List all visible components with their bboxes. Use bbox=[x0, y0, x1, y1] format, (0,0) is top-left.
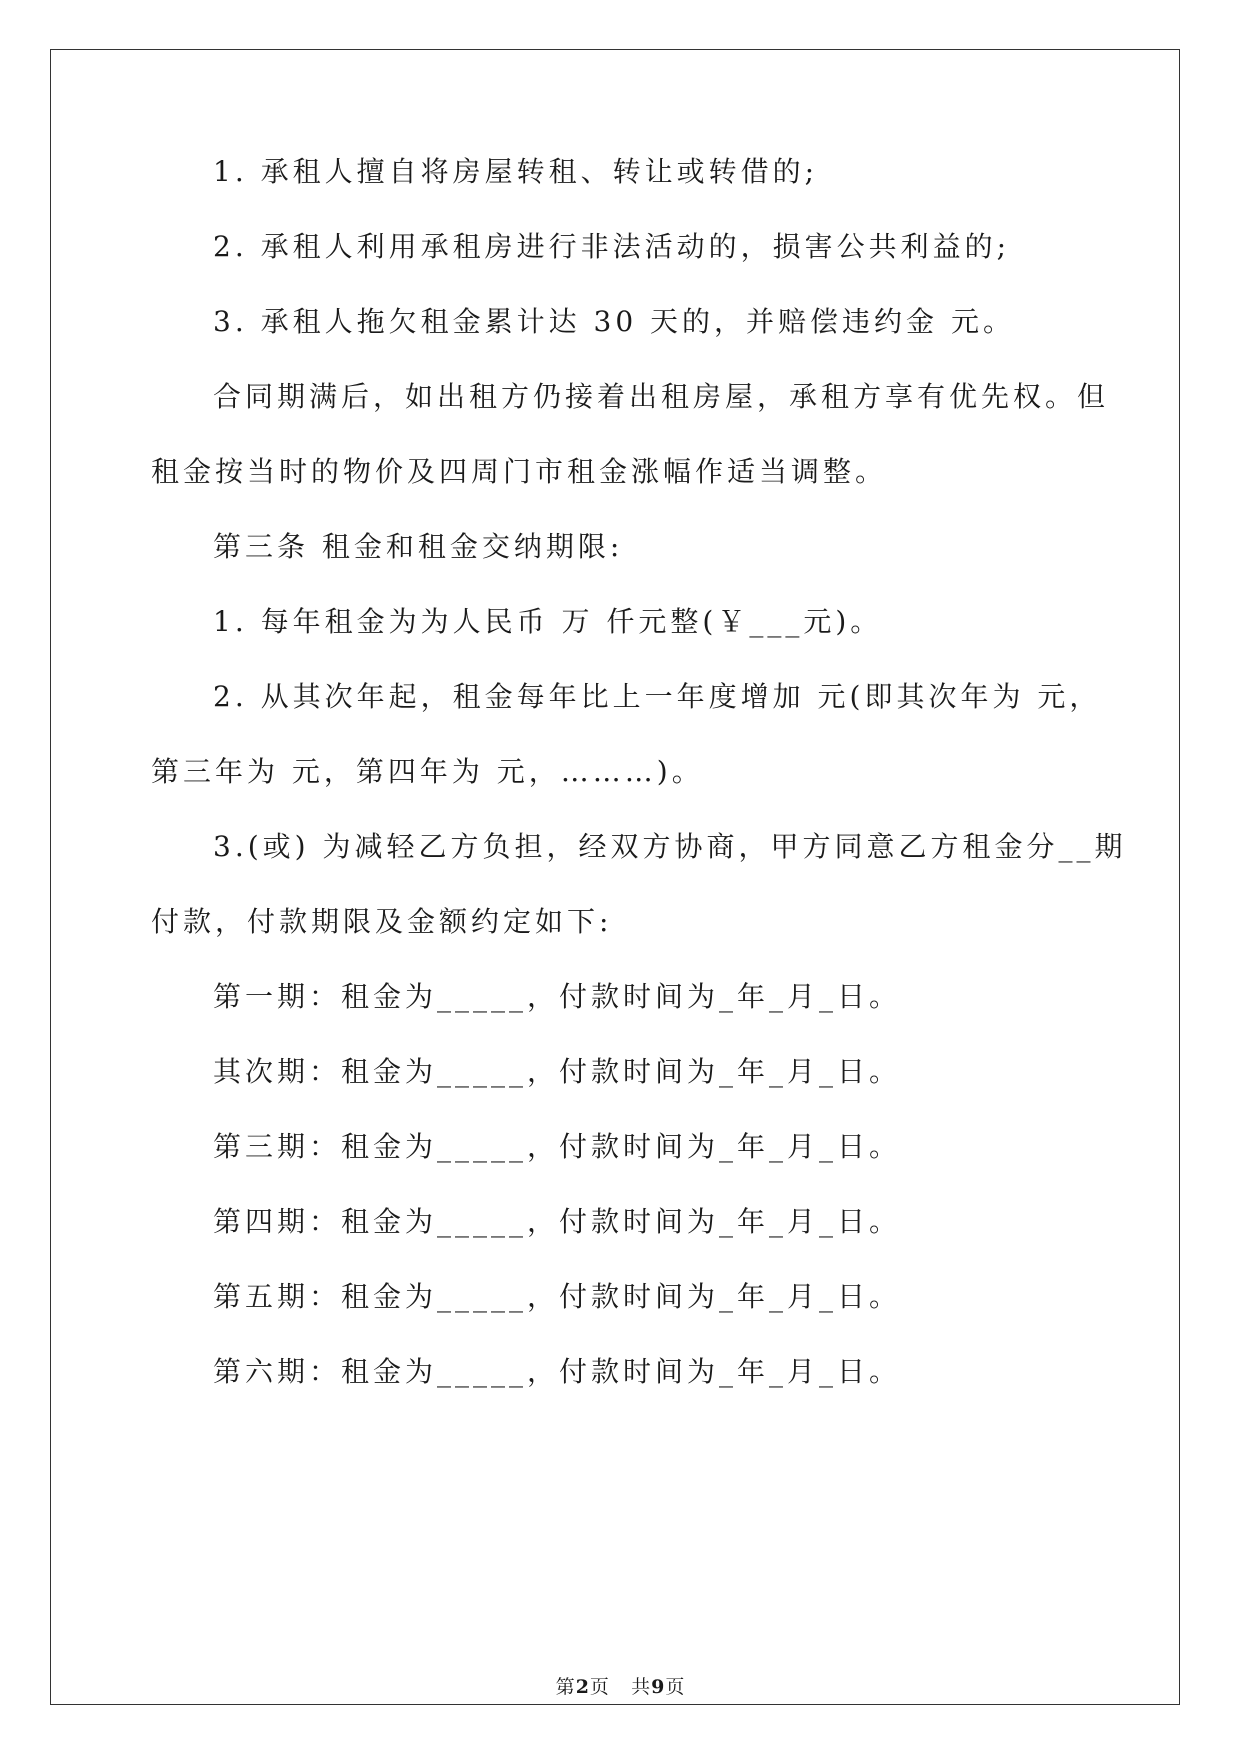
page-footer bbox=[0, 1675, 1241, 1699]
installment-3: 第三期：租金为_____，付款时间为_年_月_日。 bbox=[213, 1130, 902, 1163]
renewal-paragraph-line-2: 租金按当时的物价及四周门市租金涨幅作适当调整。 bbox=[151, 455, 888, 488]
renewal-paragraph-line-1: 合同期满后，如出租方仍接着出租房屋，承租方享有优先权。但 bbox=[213, 380, 1110, 413]
total-suffix: 页 bbox=[665, 1676, 686, 1698]
clause-item-2: 2. 承租人利用承租房进行非法活动的，损害公共利益的; bbox=[213, 230, 1011, 263]
clause-item-3: 3. 承租人拖欠租金累计达 30 天的，并赔偿违约金 元。 bbox=[213, 305, 1015, 338]
rent-item-3-line-1: 3.(或) 为减轻乙方负担，经双方协商，甲方同意乙方租金分__期 bbox=[213, 830, 1127, 863]
installment-6: 第六期：租金为_____，付款时间为_年_月_日。 bbox=[213, 1355, 902, 1388]
installment-1: 第一期：租金为_____，付款时间为_年_月_日。 bbox=[213, 980, 902, 1013]
rent-item-2-line-2: 第三年为 元，第四年为 元，………)。 bbox=[151, 755, 704, 788]
rent-item-3-line-2: 付款，付款期限及金额约定如下: bbox=[151, 905, 613, 938]
article-three-heading: 第三条 租金和租金交纳期限: bbox=[213, 530, 624, 563]
rent-item-1: 1. 每年租金为为人民币 万 仟元整(￥___元)。 bbox=[213, 605, 883, 638]
page-suffix: 页 bbox=[589, 1676, 610, 1698]
page-border bbox=[50, 49, 1180, 1705]
installment-4: 第四期：租金为_____，付款时间为_年_月_日。 bbox=[213, 1205, 902, 1238]
installment-5: 第五期：租金为_____，付款时间为_年_月_日。 bbox=[213, 1280, 902, 1313]
total-prefix: 共 bbox=[631, 1676, 652, 1698]
current-page-number: 2 bbox=[575, 1676, 590, 1698]
page-prefix: 第 bbox=[555, 1676, 576, 1698]
installment-2: 其次期：租金为_____，付款时间为_年_月_日。 bbox=[213, 1055, 902, 1088]
clause-item-1: 1. 承租人擅自将房屋转租、转让或转借的; bbox=[213, 155, 819, 188]
total-page-count: 9 bbox=[651, 1676, 666, 1698]
rent-item-2-line-1: 2. 从其次年起，租金每年比上一年度增加 元(即其次年为 元， bbox=[213, 680, 1102, 713]
